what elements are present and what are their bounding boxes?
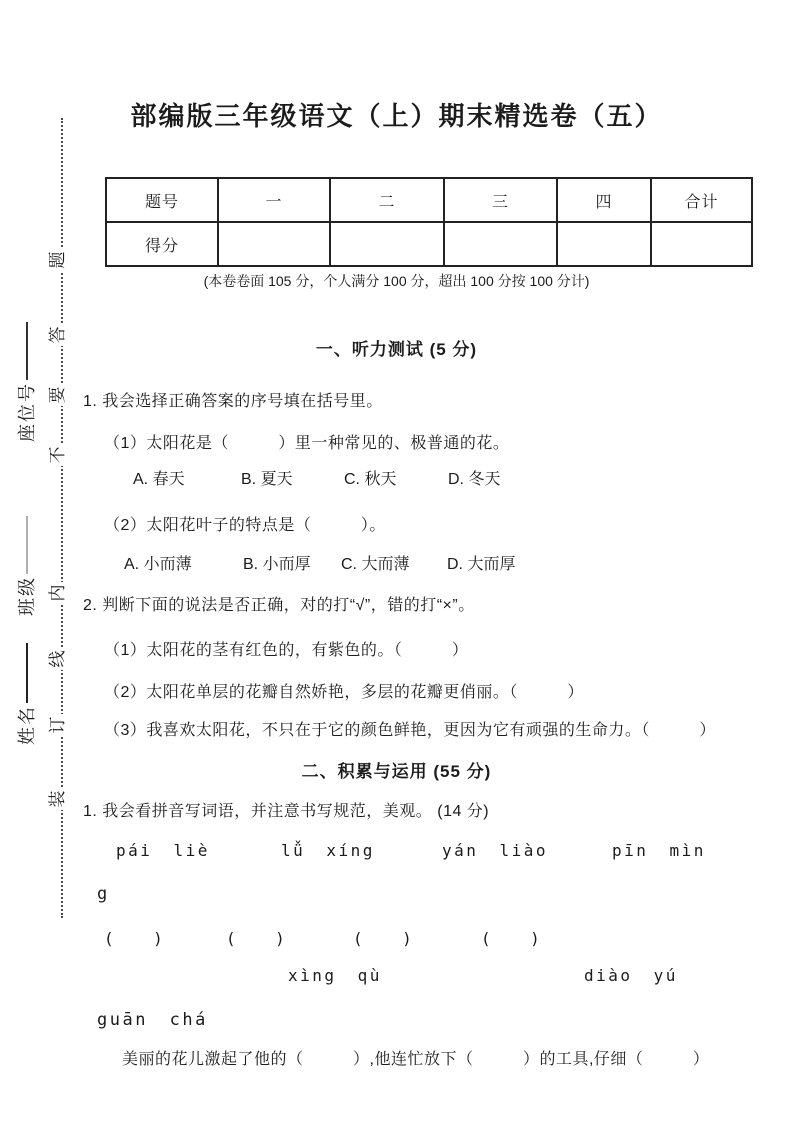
s1-q2-item-2: （2）太阳花单层的花瓣自然娇艳，多层的花瓣更俏丽。（ ） bbox=[104, 684, 584, 701]
s1-question-1: 1. 我会选择正确答案的序号填在括号里。 bbox=[83, 393, 383, 410]
section-2-heading: 二、积累与运用 (55 分) bbox=[301, 762, 492, 781]
option-c: C. 秋天 bbox=[344, 471, 397, 488]
answer-blank: ( ) bbox=[104, 929, 166, 948]
option-d: D. 冬天 bbox=[448, 471, 501, 488]
answer-blank: ( ) bbox=[226, 929, 288, 948]
option-a: A. 春天 bbox=[133, 471, 185, 488]
pinyin-row-2 bbox=[0, 966, 793, 988]
score-empty-cell bbox=[557, 222, 651, 266]
binding-char: 内 bbox=[47, 582, 69, 604]
binding-char: 线 bbox=[47, 648, 69, 670]
name-label: 姓名 bbox=[17, 705, 37, 745]
s1-q2-item-1: （1）太阳花的茎有红色的，有紫色的。（ ） bbox=[104, 642, 469, 659]
score-empty-cell bbox=[651, 222, 752, 266]
binding-char: 装 bbox=[47, 788, 69, 810]
page-title: 部编版三年级语文（上）期末精选卷（五） bbox=[130, 101, 663, 131]
score-table-header-cell: 一 bbox=[218, 178, 330, 222]
pinyin-word: yán liào bbox=[442, 841, 549, 860]
option-a: A. 小而薄 bbox=[124, 556, 192, 573]
score-table-header-cell: 题号 bbox=[106, 178, 218, 222]
binding-char: 不 bbox=[47, 444, 69, 466]
class-label: 班级 bbox=[17, 576, 37, 616]
s2-question-1: 1. 我会看拼音写词语，并注意书写规范，美观。 (14 分) bbox=[83, 803, 490, 820]
section-1-heading: 一、听力测试 (5 分) bbox=[315, 340, 478, 359]
pinyin-word: xìng qù bbox=[288, 966, 382, 985]
option-b: B. 夏天 bbox=[241, 471, 293, 488]
fill-in-sentence: 美丽的花儿激起了他的（ ）,他连忙放下（ ）的工具,仔细（ ） bbox=[122, 1051, 710, 1068]
scoring-note: (本卷卷面 105 分，个人满分 100 分，超出 100 分按 100 分计) bbox=[203, 273, 590, 289]
binding-char: 要 bbox=[47, 384, 69, 406]
binding-char: 题 bbox=[47, 249, 69, 271]
score-table-header-row bbox=[106, 178, 752, 222]
s1-q1-sub1: （1）太阳花是（ ）里一种常见的、极普通的花。 bbox=[104, 435, 510, 452]
s1-q1-sub2-options bbox=[0, 551, 793, 573]
score-table-header-cell: 合计 bbox=[651, 178, 752, 222]
binding-char: 答 bbox=[47, 324, 69, 346]
score-table bbox=[105, 177, 753, 267]
name-blank-line bbox=[25, 643, 28, 703]
s1-q2-item-3: （3）我喜欢太阳花，不只在于它的颜色鲜艳，更因为它有顽强的生命力。（ ） bbox=[104, 722, 716, 739]
seat-number-field bbox=[14, 312, 38, 442]
s1-q1-sub2: （2）太阳花叶子的特点是（ ）。 bbox=[104, 517, 386, 534]
pinyin-word: pái liè bbox=[116, 841, 210, 860]
answer-blank-row bbox=[0, 926, 793, 948]
option-b: B. 小而厚 bbox=[243, 556, 311, 573]
answer-blank: ( ) bbox=[481, 929, 543, 948]
seat-number-blank-line bbox=[25, 322, 28, 380]
pinyin-word: lǚ xíng bbox=[281, 841, 375, 860]
pinyin-word: diào yú bbox=[584, 966, 678, 985]
score-row-label-cell: 得分 bbox=[106, 222, 218, 266]
score-empty-cell bbox=[330, 222, 444, 266]
s1-question-2: 2. 判断下面的说法是否正确，对的打“√”，错的打“×”。 bbox=[83, 597, 475, 614]
pinyin-word: pīn mìn bbox=[612, 841, 706, 860]
class-field bbox=[14, 510, 38, 616]
binding-char: 订 bbox=[47, 714, 69, 736]
score-table-header-cell: 三 bbox=[444, 178, 557, 222]
score-table-score-row bbox=[106, 222, 752, 266]
answer-blank: ( ) bbox=[353, 929, 415, 948]
pinyin-wrapped-letter: g bbox=[97, 884, 110, 904]
option-d: D. 大而厚 bbox=[447, 556, 516, 573]
score-table-header-cell: 二 bbox=[330, 178, 444, 222]
option-c: C. 大而薄 bbox=[341, 556, 410, 573]
seat-number-label: 座位号 bbox=[17, 382, 37, 442]
s1-q1-sub1-options bbox=[0, 466, 793, 488]
pinyin-row-1 bbox=[0, 841, 793, 863]
name-field bbox=[14, 639, 38, 745]
pinyin-row-3: guān chá bbox=[97, 1010, 208, 1030]
score-empty-cell bbox=[218, 222, 330, 266]
score-table-header-cell: 四 bbox=[557, 178, 651, 222]
class-blank-line bbox=[25, 516, 28, 574]
score-empty-cell bbox=[444, 222, 557, 266]
